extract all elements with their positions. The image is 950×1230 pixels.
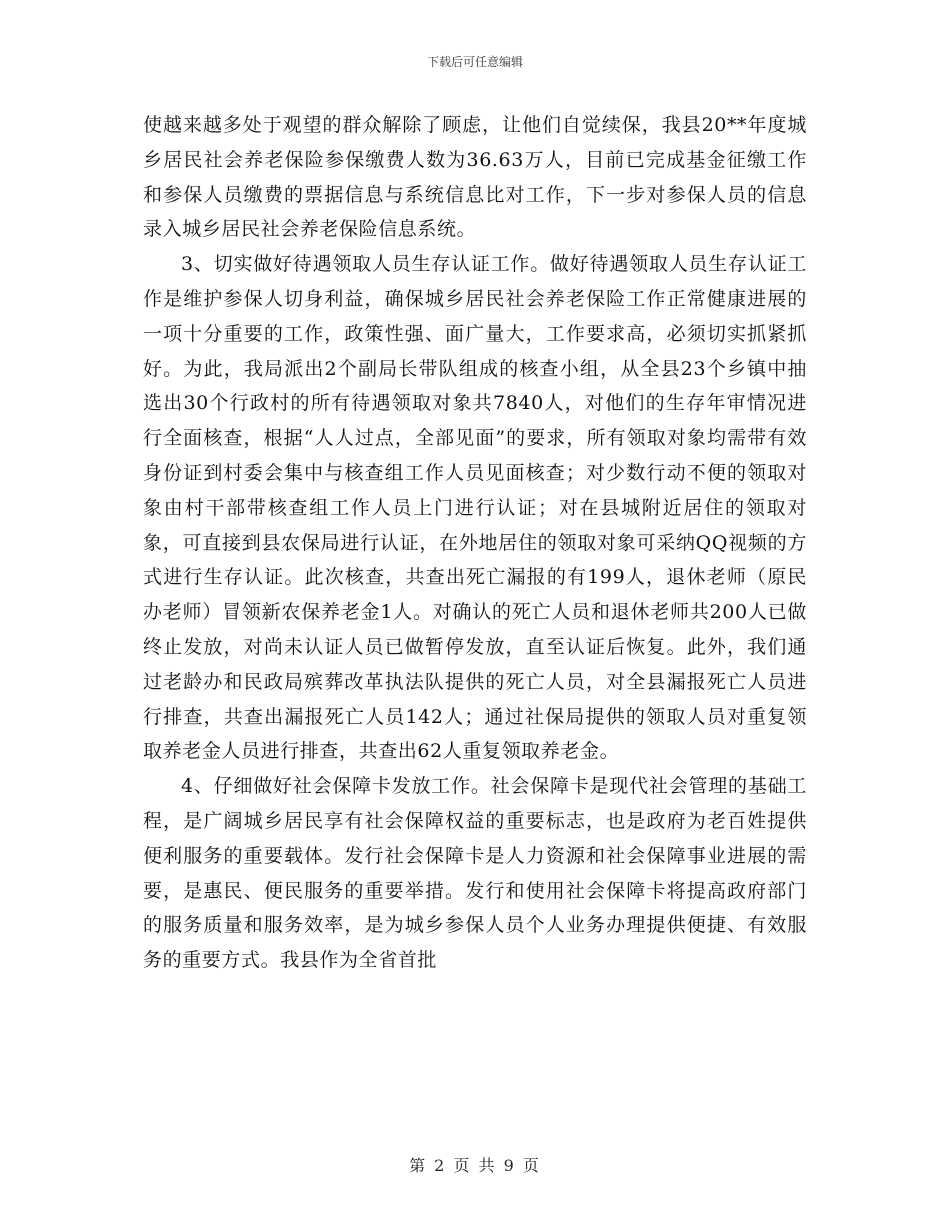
paragraph-section-3: 3、切实做好待遇领取人员生存认证工作。做好待遇领取人员生存认证工作是维护参保人切身利益，确保城乡居民社会养老保险工作正常健康进展的一项十分重要的工作，政策性强、面广量大，工作要求高，必须切实抓紧抓好。为此，我局派出2个副局长带队组成的核查小组，从全县23个乡镇中抽选出30个行政村的所有待遇领取对象共7840人，对他们的生存年审情况进行全面核查，根据“人人过点，全部见面”的要求，所有领取对象均需带有效身份证到村委会集中与核查组工作人员见面核查；对少数行动不便的领取对象由村干部带核查组工作人员上门进行认证；对在县城附近居住的领取对象，可直接到县农保局进行认证，在外地居住的领取对象可采纳QQ视频的方式进行生存认证。此次核查，共查出死亡漏报的有199人，退休老师（原民办老师）冒领新农保养老金1人。对确认的死亡人员和退休老师共200人已做终止发放，对尚未认证人员已做暂停发放，直至认证后恢复。此外，我们通过老龄办和民政局殡葬改革执法队提供的死亡人员，对全县漏报死亡人员进行排查，共查出漏报死亡人员142人；通过社保局提供的领取人员对重复领取养老金人员进行排查，共查出62人重复领取养老金。 [143, 253, 807, 763]
paragraph-section-4: 4、仔细做好社会保障卡发放工作。社会保障卡是现代社会管理的基础工程，是广阔城乡居民享有社会保障权益的重要标志，也是政府为老百姓提供便利服务的重要载体。发行社会保障卡是人力资源和社会保障事业进展的需要，是惠民、便民服务的重要举措。发行和使用社会保障卡将提高政府部门的服务质量和服务效率，是为城乡参保人员个人业务办理提供便捷、有效服务的重要方式。我县作为全省首批 [143, 775, 807, 972]
page-footer: 第 2 页 共 9 页 [409, 1156, 541, 1175]
paragraph-continuation: 使越来越多处于观望的群众解除了顾虑，让他们自觉续保，我县20**年度城乡居民社会养老保险参保缴费人数为36.63万人，目前已完成基金征缴工作和参保人员缴费的票据信息与系统信息比对工作，下一步对参保人员的信息录入城乡居民社会养老保险信息系统。 [143, 114, 807, 241]
document-body [143, 108, 807, 978]
page-header: 下载后可任意编辑 [426, 55, 523, 69]
